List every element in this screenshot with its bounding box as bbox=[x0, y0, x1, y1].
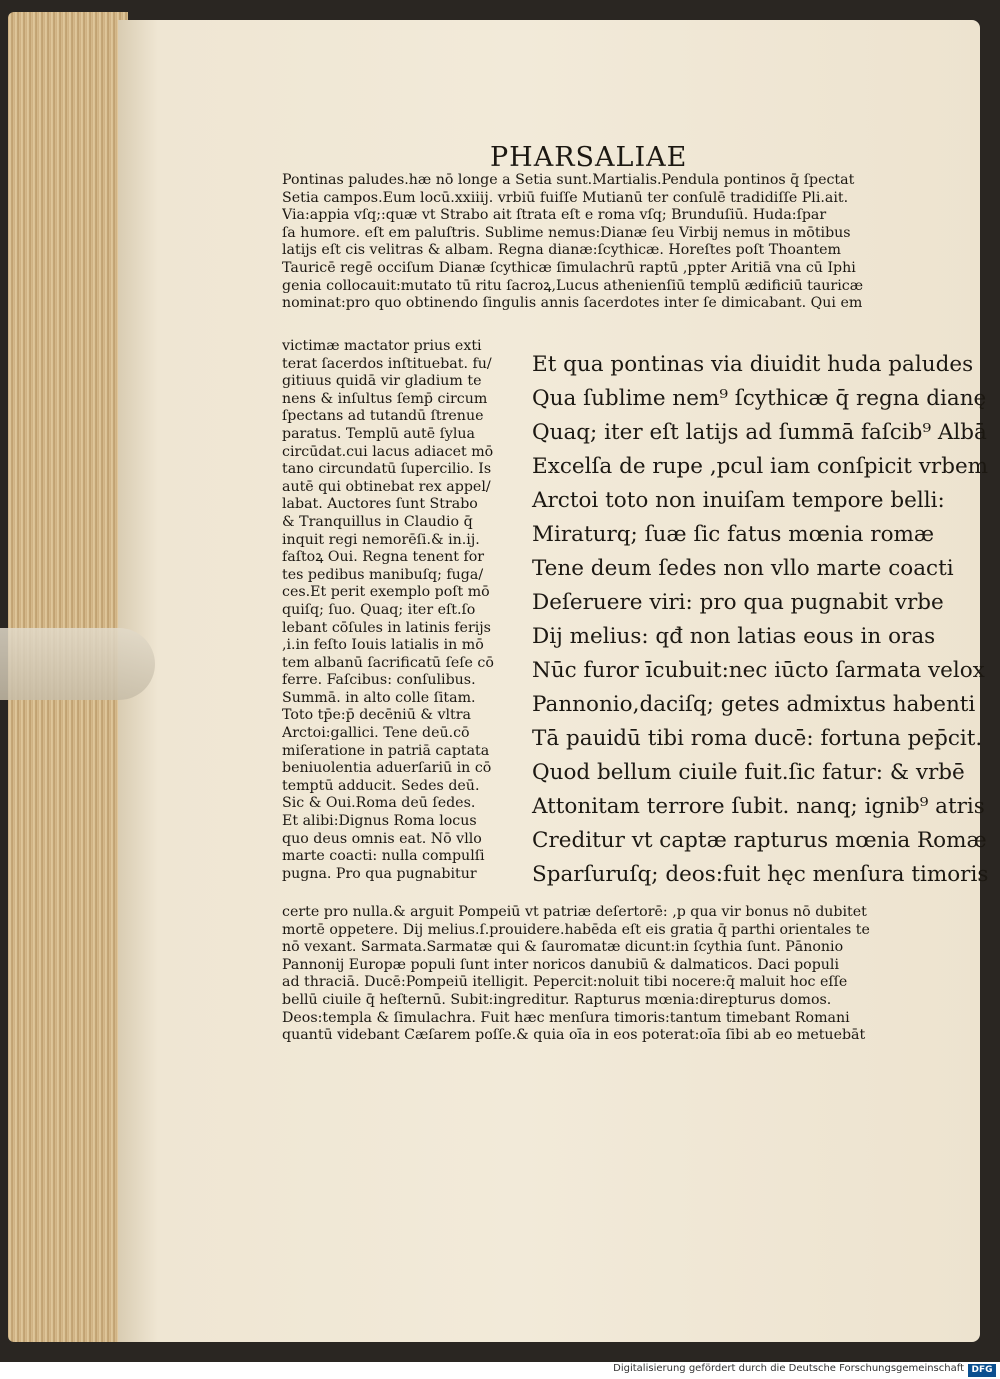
commentary-line: circūdat.cui lacus adiacet mō bbox=[282, 443, 494, 460]
commentary-line: labat̄. Auctores ſunt Strabo bbox=[282, 496, 478, 513]
commentary-line: latijs eſt cis velitras & albam. Regna dianæ:ſcythicæ. Horeſtes poſt Thoantem bbox=[282, 242, 842, 259]
commentary-line: ad thraciā. Ducē:Pompeiū itelligit. Pepercit:noluit tibi nocere:q̄ maluit hoc eſſe bbox=[282, 974, 848, 991]
funding-credit: Digitalisierung gefördert durch die Deutsche Forschungsgemeinschaft bbox=[613, 1363, 964, 1374]
commentary-side bbox=[282, 338, 532, 883]
verse-line: Attonitam terrore ſubit. nanq; ignib⁹ atris bbox=[532, 794, 985, 819]
commentary-line: bellū ciuile q̄ heſternū. Subit:ingreditur. Rapturus mœnia:direpturus domos. bbox=[282, 991, 832, 1008]
verse-line: Nūc furor īcubuit:nec iūcto ſarmata velox bbox=[532, 658, 985, 683]
commentary-line: miſeratione in patriā captata bbox=[282, 742, 490, 759]
commentary-line: ſa humore. eſt em paluſtris. Sublime nemus:Dianæ ſeu Virbij nemus in mōtibus bbox=[282, 224, 851, 241]
commentary-line: mortē oppetere. Dij melius.ſ.prouidere.habēda eſt eis gratia q̄ parthi orientales te bbox=[282, 921, 870, 938]
verse-line: Excelſa de rupe ,pcul iam conſpicit vrbem bbox=[532, 454, 989, 479]
commentary-line: Setia campos.Eum locū.xxiiij. vrbiū fuiſſe Mutianū ter conſulē tradidiſſe Pli.ait. bbox=[282, 189, 849, 206]
commentary-line: victimæ mactator prius exti bbox=[282, 338, 482, 354]
dfg-logo: DFG bbox=[968, 1364, 996, 1377]
commentary-line: marte coacti: nulla compulſi bbox=[282, 848, 485, 865]
commentary-line: & Tranquillus in Claudio q̄ bbox=[282, 513, 473, 530]
commentary-line: faſtoꝝ Oui. Regna tenent for bbox=[282, 549, 485, 566]
commentary-line: Pannonij Europæ populi ſunt inter noricos danubiū & dalmaticos. Daci populi bbox=[282, 956, 839, 973]
commentary-top bbox=[282, 172, 972, 313]
page-clasp bbox=[0, 628, 155, 700]
commentary-line: nominat̄:pro quo obtinendo ſingulis annis ſacerdotes inter ſe dimicabant. Qui em bbox=[282, 295, 863, 312]
commentary-line: lebant cōſules in latinis ferijs bbox=[282, 619, 491, 636]
verse-line: Quod bellum ciuile fuit.ſic fatur: & vrbē bbox=[532, 760, 965, 785]
commentary-line: Toto tp̄e:p̄ decēniū & vltra bbox=[282, 707, 471, 724]
verse-line: Dij melius: qđ non latias eous in oras bbox=[532, 624, 936, 649]
verse-line: Et qua pontinas via diuidit huda paludes bbox=[532, 352, 974, 377]
verse-line: Tā pauidū tibi roma ducē: fortuna pep̄cit. bbox=[532, 726, 983, 751]
verse-line: Qua ſublime nem⁹ ſcythicæ q̄ regna dianę bbox=[532, 386, 987, 411]
commentary-line: tem albanū ſacrificatū ſeſe cō bbox=[282, 654, 494, 671]
commentary-line: genia collocauit:mutato tū ritu ſacroꝝ,Lucus athenienſiū templū ædificiū tauricæ bbox=[282, 277, 864, 294]
running-header: PHARSALIAE bbox=[490, 142, 688, 173]
verse-line: Deſeruere viri: pro qua pugnabit vrbe bbox=[532, 590, 944, 615]
commentary-line: nens & inſultus ſemp̄ circum bbox=[282, 390, 488, 407]
commentary-line: quiſq; ſuo. Quaq; iter eſt.ſo bbox=[282, 601, 476, 618]
verse-line: Sparſuruſq; deos:fuit hęc menſura timoris bbox=[532, 862, 989, 887]
commentary-line: ,i.in feſto Iouis latialis in mō bbox=[282, 637, 484, 654]
verse-line: Tene deum ſedes non vllo marte coacti bbox=[532, 556, 954, 581]
commentary-line: ferre. Faſcibus: conſulibus. bbox=[282, 672, 476, 689]
verse-text bbox=[532, 348, 989, 892]
commentary-line: quo deus omnis eat. Nō vllo bbox=[282, 830, 482, 847]
commentary-line: Arctoi:gallici. Tene deū.cō bbox=[282, 725, 470, 742]
commentary-line: autē qui obtinebat rex appel/ bbox=[282, 478, 491, 495]
commentary-line: inquit regi nemorēſi.& in.ij. bbox=[282, 531, 480, 548]
verse-line: Pannonio,daciſq; getes admixtus habenti bbox=[532, 692, 976, 717]
commentary-line: beniuolentia aduerſariū in cō bbox=[282, 760, 492, 777]
commentary-line: tes pedibus manibuſq; fuga/ bbox=[282, 566, 484, 583]
commentary-bottom bbox=[282, 904, 972, 1045]
commentary-line: Et alibi:Dignus Roma locus bbox=[282, 813, 477, 830]
verse-line: Miraturq; ſuæ ſic fatus mœnia romæ bbox=[532, 522, 935, 547]
commentary-line: pugna. Pro qua pugnabitur bbox=[282, 865, 477, 882]
commentary-line: Deos:templa & ſimulachra. Fuit hæc menſura timoris:tantum timebant Romani bbox=[282, 1009, 850, 1026]
commentary-line: Summā. in alto colle ſitam. bbox=[282, 689, 476, 706]
footer-bar bbox=[0, 1362, 1000, 1379]
verse-line: Arctoi toto non inuiſam tempore belli: bbox=[532, 488, 945, 513]
commentary-line: Tauricē regē occiſum Dianæ ſcythicæ ſimulachrū raptū ,ppter Aritiā vna cū Iphi bbox=[282, 259, 856, 276]
commentary-line: Sic & Oui.Roma deū ſedes. bbox=[282, 795, 476, 812]
commentary-line: paratus. Templū autē ſylua bbox=[282, 425, 475, 442]
commentary-line: nō vexant. Sarmata.Sarmatæ qui & ſauromatæ dicunt̄:in ſcythia ſunt. Pānonio bbox=[282, 939, 844, 956]
verse-line: Quaq; iter eſt latijs ad ſummā faſcib⁹ Albā bbox=[532, 420, 987, 445]
verse-line: Creditur vt captæ rapturus mœnia Romæ bbox=[532, 828, 987, 853]
commentary-line: quantū videbant Cæſarem poſſe.& quia oīa in eos poterat:oīa ſibi ab eo metuebāt bbox=[282, 1027, 866, 1044]
commentary-line: temptū adducit. Sedes deū. bbox=[282, 777, 480, 794]
commentary-line: gitiuus quidā vir gladium te bbox=[282, 373, 482, 390]
commentary-line: certe pro nulla.& arguit Pompeiū vt patriæ deſertorē: ,p qua vir bonus nō dubitet bbox=[282, 904, 867, 920]
commentary-line: ces.Et perit exemplo poſt mō bbox=[282, 584, 490, 601]
commentary-line: terat ſacerdos inſtituebat̄. fu/ bbox=[282, 355, 492, 372]
commentary-line: tano circundatū ſupercilio. Is bbox=[282, 461, 492, 478]
commentary-line: Pontinas paludes.hæ nō longe a Setia sunt.Martialis.Pendula pontinos q̄ ſpectat bbox=[282, 172, 855, 188]
commentary-line: ſpectans ad tutandū ſtrenue bbox=[282, 408, 484, 425]
commentary-line: Via:appia vſq;:quæ vt Strabo ait ſtrata eſt e roma vſq; Brunduſiū. Huda:ſpar bbox=[282, 207, 827, 224]
